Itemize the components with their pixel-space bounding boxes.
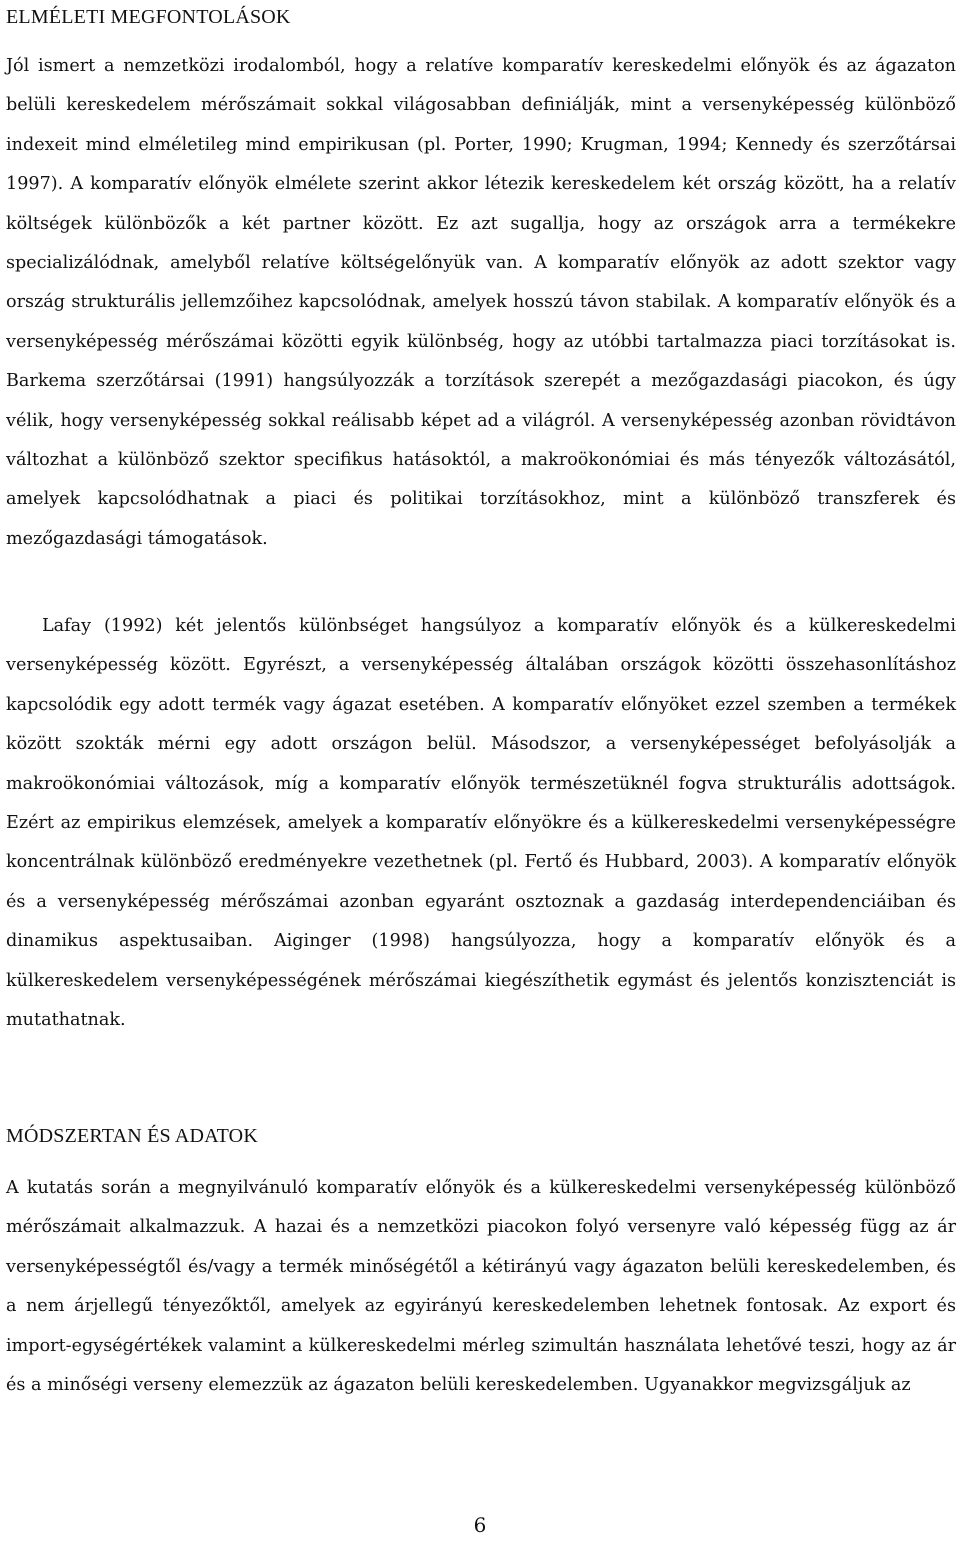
section-heading-methods: MÓDSZERTAN ÉS ADATOK — [6, 1125, 258, 1147]
paragraph-theory-1: Jól ismert a nemzetközi irodalomból, hogy a relatíve komparatív kereskedelmi előnyök és az ágazaton belüli kereskedelem mérőszámait sokkal világosabban definiálják, mint a versenyképesség különböző indexeit mind elméletileg mind empirikusan (pl. Porter, 1990; Krugman, 1994; Kennedy és szerzőtársai 1997). A komparatív előnyök elmélete szerint akkor létezik kereskedelem két ország között, ha a relatív költségek különbözők a két partner között. Ez azt sugallja, hogy az országok arra a termékekre specializálódnak, amelyből relatíve költségelőnyük van. A komparatív előnyök az adott szektor vagy ország strukturális jellemzőihez kapcsolódnak, amelyek hosszú távon stabilak. A komparatív előnyök és a versenyképesség mérőszámai közötti egyik különbség, hogy az utóbbi tartalmazza piaci torzításokat is. Barkema szerzőtársai (1991) hangsúlyozzák a torzítások szerepét a mezőgazdasági piacokon, és úgy vélik, hogy versenyképesség sokkal reálisabb képet ad a világról. A versenyképesség azonban rövidtávon változhat a különböző szektor specifikus hatásoktól, a makroökonómiai és más tényezők változásától, amelyek kapcsolódhatnak a piaci és politikai torzításokhoz, mint a különböző transzferek és mezőgazdasági támogatások. — [6, 56, 956, 549]
paragraph-theory-2: Lafay (1992) két jelentős különbséget hangsúlyoz a komparatív előnyök és a külkereskedelmi versenyképesség között. Egyrészt, a versenyképesség általában országok közötti összehasonlításhoz kapcsolódik egy adott termék vagy ágazat esetében. A komparatív előnyöket ezzel szemben a termékek között szokták mérni egy adott országon belül. Másodszor, a versenyképességet befolyásolják a makroökonómiai változások, míg a komparatív előnyök természetüknél fogva strukturális adottságok. Ezért az empirikus elemzések, amelyek a komparatív előnyökre és a külkereskedelmi versenyképességre koncentrálnak különböző eredményekre vezethetnek (pl. Fertő és Hubbard, 2003). A komparatív előnyök és a versenyképesség mérőszámai azonban egyaránt osztoznak a gazdaság interdependenciáiban és dinamikus aspektusaiban. Aiginger (1998) hangsúlyozza, hogy a komparatív előnyök és a külkereskedelem versenyképességének mérőszámai kiegészíthetik egymást és jelentős konzisztenciát is mutathatnak. — [6, 616, 956, 1031]
paragraph-methods-1: A kutatás során a megnyilvánuló komparatív előnyök és a külkereskedelmi versenyképesség különböző mérőszámait alkalmazzuk. A hazai és a nemzetközi piacokon folyó versenyre való képesség függ az ár versenyképességtől és/vagy a termék minőségétől a kétirányú vagy ágazaton belüli kereskedelemben, és a nem árjellegű tényezőktől, amelyek az egyirányú kereskedelemben lehetnek fontosak. Az export és import-egységértékek valamint a külkereskedelmi mérleg szimultán használata lehetővé teszi, hogy az ár és a minőségi verseny elemezzük az ágazaton belüli kereskedelemben. Ugyanakkor megvizsgáljuk az — [6, 1178, 956, 1396]
page-number: 6 — [473, 1513, 487, 1537]
section-heading-theory: ELMÉLETI MEGFONTOLÁSOK — [6, 6, 291, 28]
